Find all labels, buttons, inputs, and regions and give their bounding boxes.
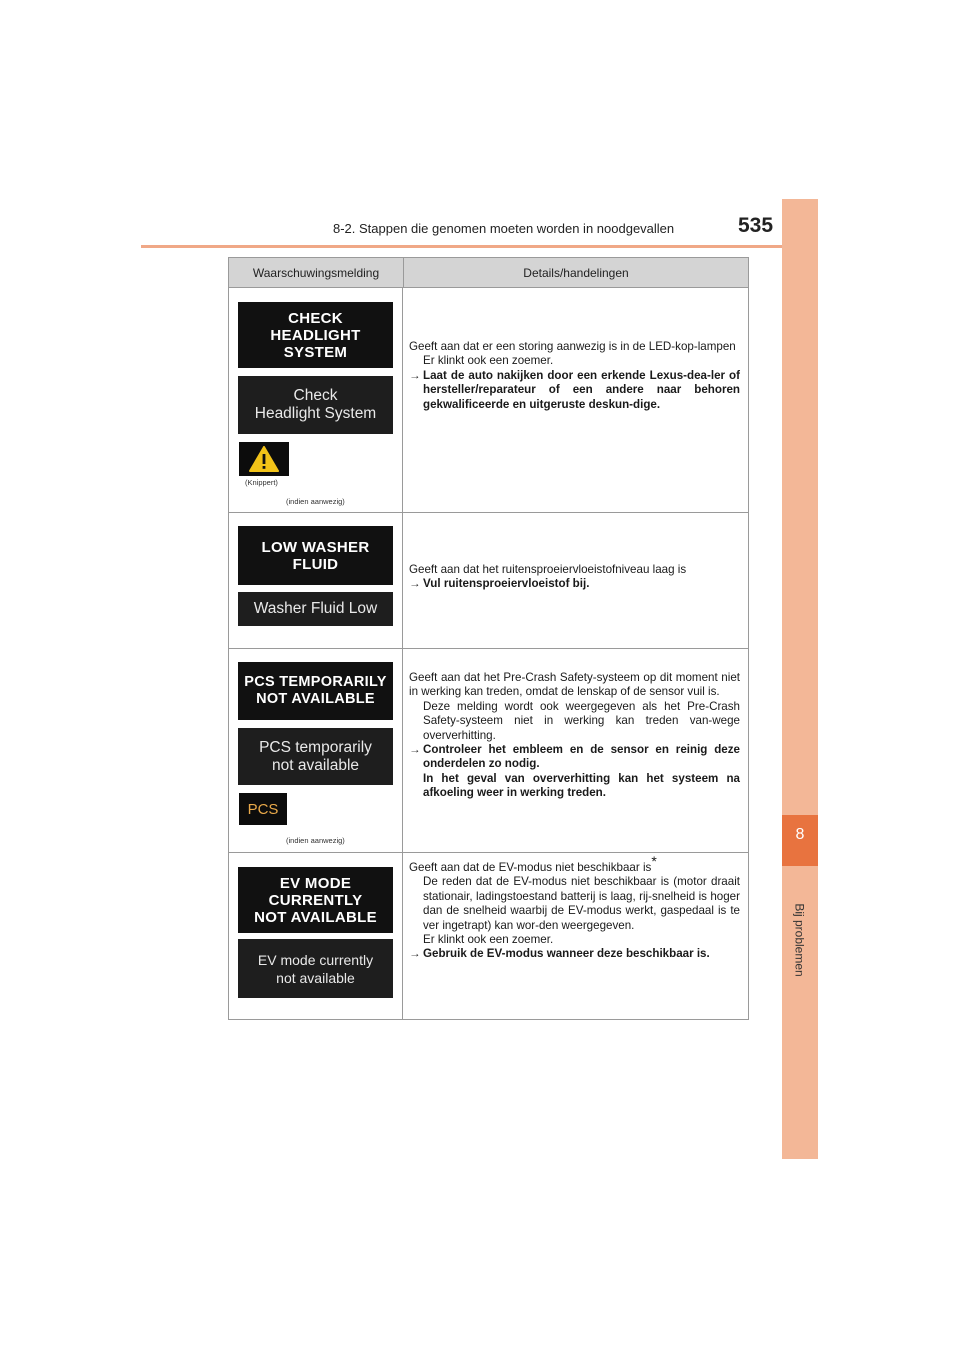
arrow-right-icon: → <box>409 577 421 591</box>
action: → Controleer het embleem en de sensor en reinig deze onderdelen zo nodig. <box>409 743 740 771</box>
message-cell <box>229 649 403 852</box>
display-mixed: EV mode currently not available <box>238 939 393 998</box>
availability-note: (indien aanwezig) <box>286 836 345 845</box>
detail: De reden dat de EV-modus niet beschikbaar is (motor draait stationair, ladingstoestand batterij is laag, rij-snelheid is hoger dan de snelheid waarbij de EV-modus werkt, gaspedaal is te ver ingetrapt) kan wor-den weergegeven. <box>423 875 740 932</box>
detail: Er klinkt ook een zoemer. <box>423 354 554 368</box>
display-caps: LOW WASHER FLUID <box>238 526 393 585</box>
details-cell <box>403 513 748 648</box>
detail: Deze melding wordt ook weergegeven als het Pre-Crash Safety-systeem niet in werking kan treden van-wege oververhitting. <box>423 699 740 742</box>
detail-2: Er klinkt ook een zoemer. <box>423 933 554 947</box>
icon-note: (Knippert) <box>245 478 278 487</box>
warning-indicator <box>239 442 289 476</box>
display-mixed: Washer Fluid Low <box>238 592 393 626</box>
display-mixed: PCS temporarily not available <box>238 728 393 785</box>
description: Geeft aan dat het Pre-Crash Safety-systeem op dit moment niet in werking kan treden, omdat de lenskap of de sensor vuil is. <box>409 671 740 699</box>
table-row <box>229 649 748 853</box>
description: Geeft aan dat het ruitensproeiervloeistofniveau laag is <box>409 563 687 576</box>
chapter-label: Bij problemen <box>793 903 807 977</box>
details-cell <box>403 853 748 1019</box>
message-cell <box>229 853 403 1019</box>
table-row <box>229 853 748 1019</box>
chapter-label-wrap <box>772 880 828 1000</box>
arrow-right-icon: → <box>409 368 421 382</box>
details-cell <box>403 649 748 852</box>
message-cell <box>229 513 403 648</box>
table-row <box>229 288 748 513</box>
availability-note: (indien aanwezig) <box>286 497 345 506</box>
arrow-right-icon: → <box>409 743 421 757</box>
action: → Vul ruitensproeiervloeistof bij. <box>409 577 590 591</box>
footnote-mark: * <box>651 853 657 870</box>
page-number: 535 <box>738 214 774 237</box>
action: → Laat de auto nakijken door een erkende Lexus-dea-ler of hersteller/reparateur of een andere naar behoren gekwalificeerde en uitgeruste deskun-dige. <box>409 368 740 411</box>
warning-table <box>228 257 749 1020</box>
chapter-number: 8 <box>795 826 805 843</box>
display-caps: PCS TEMPORARILY NOT AVAILABLE <box>238 662 393 720</box>
display-caps: EV MODE CURRENTLY NOT AVAILABLE <box>238 867 393 933</box>
col-header-message: Waarschuwingsmelding <box>229 258 404 287</box>
arrow-right-icon: → <box>409 947 421 961</box>
message-cell <box>229 288 403 512</box>
table-row <box>229 513 748 649</box>
description: Geeft aan dat er een storing aanwezig is in de LED-kop-lampen <box>409 340 736 353</box>
details-cell <box>403 288 748 512</box>
warning-triangle-icon <box>249 446 279 472</box>
pcs-indicator: PCS <box>239 793 287 825</box>
table-header <box>229 258 748 288</box>
section-title: 8-2. Stappen die genomen moeten worden in noodgevallen <box>333 221 675 236</box>
display-caps: CHECK HEADLIGHT SYSTEM <box>238 302 393 368</box>
col-header-details: Details/handelingen <box>523 265 629 280</box>
header-rule <box>141 245 817 248</box>
action-detail: In het geval van oververhitting kan het systeem na afkoeling weer in werking treden. <box>423 771 740 800</box>
display-mixed: Check Headlight System <box>238 376 393 434</box>
description: Geeft aan dat de EV-modus niet beschikbaar is* <box>409 853 657 874</box>
chapter-tab <box>782 199 818 1159</box>
action: → Gebruik de EV-modus wanneer deze beschikbaar is. <box>409 947 710 961</box>
